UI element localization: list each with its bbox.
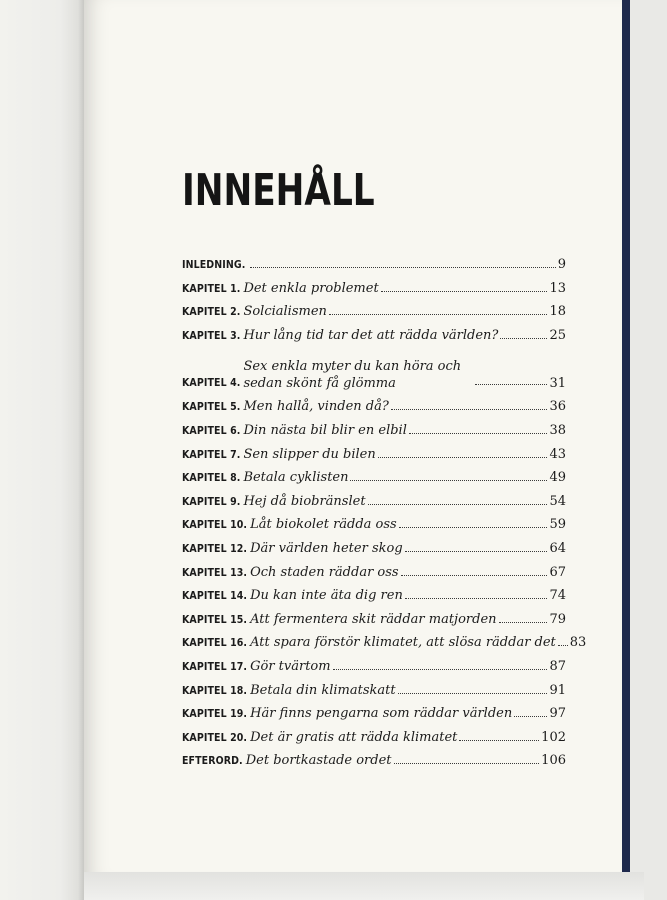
toc-dot-leader — [499, 622, 548, 623]
toc-entry — [182, 490, 566, 514]
toc-chapter-label: KAPITEL 5. — [182, 401, 241, 414]
toc-page-number: 74 — [549, 588, 566, 604]
toc-chapter-label: KAPITEL 8. — [182, 472, 241, 485]
toc-entry — [182, 347, 566, 395]
toc-entry — [182, 466, 566, 490]
toc-chapter-label: KAPITEL 7. — [182, 448, 241, 461]
toc-page-number: 9 — [557, 257, 566, 272]
left-page — [0, 0, 86, 900]
toc-chapter-label: KAPITEL 18. — [182, 684, 248, 697]
toc-page-number: 43 — [549, 446, 566, 462]
toc-chapter-label: KAPITEL 12. — [182, 542, 248, 555]
toc-chapter-title: Att fermentera skit räddar matjorden — [250, 611, 497, 627]
toc-entry — [182, 655, 566, 679]
toc-entry — [182, 443, 566, 467]
toc-entry — [182, 537, 566, 561]
toc-dot-leader — [475, 384, 547, 385]
toc-entry — [182, 726, 566, 750]
toc-dot-leader — [381, 291, 548, 292]
toc-chapter-title: Men hallå, vinden då? — [243, 399, 389, 415]
toc-page-number: 97 — [549, 706, 566, 722]
table-of-contents — [182, 253, 587, 773]
toc-entry — [182, 749, 566, 773]
toc-chapter-title: Gör tvärtom — [250, 658, 331, 674]
toc-page-number: 91 — [549, 682, 566, 698]
toc-entry — [182, 631, 587, 655]
toc-chapter-label: KAPITEL 17. — [182, 660, 248, 673]
toc-dot-leader — [394, 763, 540, 764]
toc-dot-leader — [514, 716, 547, 717]
toc-entry — [182, 253, 566, 277]
toc-dot-leader — [500, 338, 547, 339]
toc-chapter-title: Betala cyklisten — [243, 470, 349, 486]
toc-page-number: 106 — [541, 753, 566, 769]
toc-dot-leader — [333, 669, 548, 670]
toc-chapter-label: KAPITEL 2. — [182, 306, 241, 319]
toc-entry — [182, 679, 566, 703]
toc-entry — [182, 561, 566, 585]
toc-chapter-title: Hur lång tid tar det att rädda världen? — [243, 327, 499, 343]
toc-dot-leader — [401, 575, 548, 576]
toc-chapter-title: Det bortkastade ordet — [245, 753, 392, 769]
toc-chapter-title: Betala din klimatskatt — [250, 682, 396, 698]
toc-chapter-label: KAPITEL 20. — [182, 731, 248, 744]
toc-chapter-label: KAPITEL 3. — [182, 329, 241, 342]
toc-page-number: 59 — [549, 517, 566, 533]
toc-entry — [182, 395, 566, 419]
toc-chapter-label: INLEDNING. — [182, 259, 246, 271]
toc-dot-leader — [250, 267, 555, 268]
toc-dot-leader — [399, 527, 548, 528]
toc-page-number: 79 — [549, 611, 566, 627]
toc-dot-leader — [398, 693, 548, 694]
toc-chapter-title: Sex enkla myter du kan höra och sedan skönt få glömma — [243, 359, 462, 392]
toc-chapter-label: KAPITEL 16. — [182, 637, 248, 650]
toc-chapter-label: KAPITEL 1. — [182, 282, 241, 295]
toc-entry — [182, 608, 566, 632]
toc-chapter-title: Här finns pengarna som räddar världen — [250, 706, 513, 722]
toc-entry — [182, 419, 566, 443]
toc-page-number: 25 — [549, 327, 566, 343]
toc-dot-leader — [459, 740, 539, 741]
toc-page-number: 31 — [549, 376, 566, 392]
toc-page-number: 49 — [549, 470, 566, 486]
toc-page-number: 36 — [549, 399, 566, 415]
toc-dot-leader — [405, 598, 548, 599]
toc-page-number: 54 — [549, 493, 566, 509]
toc-chapter-label: KAPITEL 15. — [182, 613, 248, 626]
toc-chapter-label: KAPITEL 13. — [182, 566, 248, 579]
toc-dot-leader — [558, 645, 568, 646]
toc-dot-leader — [391, 409, 548, 410]
page-title: INNEHÅLL — [182, 165, 375, 216]
toc-page-number: 38 — [549, 422, 566, 438]
toc-chapter-label: KAPITEL 9. — [182, 495, 241, 508]
toc-chapter-label: KAPITEL 14. — [182, 590, 248, 603]
toc-chapter-title: Där världen heter skog — [250, 540, 403, 556]
toc-page-number: 87 — [549, 658, 566, 674]
toc-dot-leader — [350, 480, 547, 481]
toc-chapter-label: KAPITEL 19. — [182, 708, 248, 721]
toc-dot-leader — [378, 457, 548, 458]
toc-chapter-title: Sen slipper du bilen — [243, 446, 376, 462]
toc-chapter-label: KAPITEL 4. — [182, 377, 241, 390]
toc-chapter-title: Och staden räddar oss — [250, 564, 399, 580]
toc-chapter-label: KAPITEL 10. — [182, 519, 248, 532]
toc-chapter-title: Låt biokolet rädda oss — [250, 517, 397, 533]
toc-chapter-title: Du kan inte äta dig ren — [250, 588, 403, 604]
toc-chapter-title: Solcialismen — [243, 304, 327, 320]
toc-page-number: 13 — [549, 280, 566, 296]
toc-entry — [182, 702, 566, 726]
toc-entry — [182, 324, 566, 348]
toc-dot-leader — [405, 551, 548, 552]
toc-chapter-label: KAPITEL 6. — [182, 424, 241, 437]
toc-entry — [182, 277, 566, 301]
toc-entry — [182, 513, 566, 537]
toc-dot-leader — [368, 504, 548, 505]
toc-page-number: 102 — [541, 729, 566, 745]
toc-page-number: 83 — [569, 635, 587, 651]
page-bottom-shadow — [84, 872, 644, 900]
toc-chapter-title: Det enkla problemet — [243, 280, 379, 296]
toc-dot-leader — [409, 433, 548, 434]
toc-page-number: 64 — [549, 540, 566, 556]
toc-entry — [182, 300, 566, 324]
toc-chapter-label: EFTERORD. — [182, 755, 243, 768]
toc-chapter-title: Det är gratis att rädda klimatet — [250, 729, 458, 745]
toc-dot-leader — [329, 314, 548, 315]
toc-chapter-title: Hej då biobränslet — [243, 493, 366, 509]
toc-page-number: 67 — [549, 564, 566, 580]
toc-entry — [182, 584, 566, 608]
toc-chapter-title: Att spara förstör klimatet, att slösa räddar det — [250, 635, 556, 651]
toc-chapter-title: Din nästa bil blir en elbil — [243, 422, 407, 438]
toc-page-number: 18 — [549, 304, 566, 320]
